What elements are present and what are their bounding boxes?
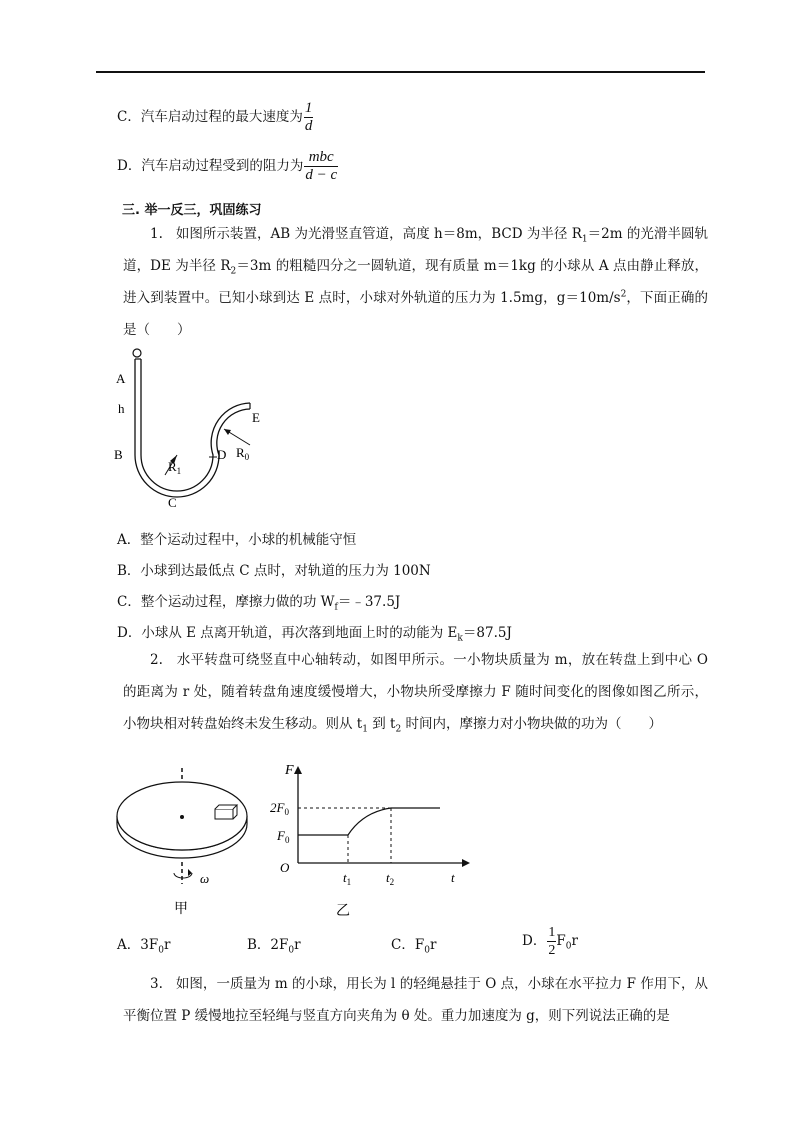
q1-sub1: 1 xyxy=(581,234,588,245)
section-title: 三. 举一反三，巩固练习 xyxy=(122,203,262,218)
fraction-half xyxy=(547,924,556,959)
q2-option-d-post: F xyxy=(556,933,566,949)
q2-number: 2. xyxy=(150,652,163,668)
q1-option-c xyxy=(117,590,401,613)
q3-text: 如图，一质量为 m 的小球，用长为 l 的轻绳悬挂于 O 点，小球在水平拉力 F 作用下，从平衡位置 P 缓慢地拉至轻绳与竖直方向夹角为 θ 处。重力加速度为 g，则下列说法正确的是 xyxy=(123,976,708,1024)
q2-sub1: 1 xyxy=(362,724,368,735)
q2-option-c-sub: 0 xyxy=(424,945,430,956)
q1-option-d-sub: k xyxy=(457,633,463,644)
label-R0: $R_0$ xyxy=(236,445,250,462)
q2-option-a xyxy=(117,933,171,956)
q1-option-b: B．小球到达最低点 C 点时，对轨道的压力为 100N xyxy=(117,563,431,579)
frac-num: 1 xyxy=(548,925,556,940)
option-c-prev xyxy=(117,100,313,135)
label-D: D xyxy=(217,447,227,462)
label-F: F xyxy=(285,763,294,778)
frac-den: 2 xyxy=(548,943,556,958)
label-R1: $R_1$ xyxy=(168,459,182,476)
q2-option-d-text: D． xyxy=(522,933,547,949)
frac-den: d xyxy=(304,118,313,134)
label-C: C xyxy=(168,495,177,510)
q2-option-a-text: A．3F xyxy=(117,937,159,953)
q1-sub2: 2 xyxy=(230,266,237,277)
label-2F0: $2F_0$ xyxy=(270,800,289,817)
q1-text-a: 如图所示装置，AB 为光滑竖直管道，高度 h＝8m，BCD 为半径 R xyxy=(175,226,582,242)
option-d-prev xyxy=(117,149,338,184)
q1-option-d xyxy=(117,621,512,644)
fraction-mbc xyxy=(304,149,338,184)
label-omega: ω xyxy=(200,871,210,886)
q2-option-d xyxy=(522,924,578,959)
q1-text-c: ＝3m 的粗糙四分之一圆轨道，现有质量 m＝1kg 的小球从 A 点由静止释放，进入到装置中。已知小球到达 E 点时，小球对外轨道的压力为 1.5mg，g＝10m/s xyxy=(123,258,708,306)
q1-option-c-post: ＝﹣37.5J xyxy=(337,594,401,610)
track-inner xyxy=(135,359,250,497)
q2-option-b-post: r xyxy=(294,937,301,953)
center-dot xyxy=(180,815,184,819)
q2-sub2: 2 xyxy=(395,724,402,735)
frac-num: mbc xyxy=(304,149,338,167)
q1-option-d-pre: D．小球从 E 点离开轨道，再次落到地面上时的动能为 E xyxy=(117,625,458,641)
ball-icon xyxy=(133,349,141,357)
q2-option-b-text: B．2F xyxy=(247,937,289,953)
q2-option-c-post: r xyxy=(429,937,437,953)
q2-option-c xyxy=(391,933,437,956)
label-t: t xyxy=(451,870,455,885)
option-c-text: C．汽车启动过程的最大速度为 xyxy=(117,109,303,125)
label-t2: $t_2$ xyxy=(386,870,395,887)
q3-number: 3. xyxy=(150,976,163,992)
caption-yi: 乙 xyxy=(336,904,350,919)
label-E: E xyxy=(252,410,260,425)
q2-text-b: 到 t xyxy=(367,716,396,732)
q2-turntable-figure xyxy=(112,766,272,926)
q2-text-a: 水平转盘可绕竖直中心轴转动，如图甲所示。一小物块质量为 m，放在转盘上到中心 O 的距离为 r 处，随着转盘角速度缓慢增大，小物块所受摩擦力 F 随时间变化的图像如图乙所示，小物块相对转盘始终未发生移动。则从 t xyxy=(123,652,708,732)
label-h: h xyxy=(118,401,125,416)
q1-option-d-post: ＝87.5J xyxy=(462,625,512,641)
q2-option-d-post2: r xyxy=(571,933,578,949)
q1-text-b: ＝2m 的光滑半圆轨道，DE 为半径 R xyxy=(123,226,709,274)
fraction-1-over-d xyxy=(304,100,314,135)
q3-stem xyxy=(123,968,708,1032)
q2-option-b-sub: 0 xyxy=(288,945,295,956)
option-d-text: D．汽车启动过程受到的阻力为 xyxy=(117,158,304,174)
q1-text-d: ，下面正确的是（ ） xyxy=(123,290,708,338)
q2-option-d-sub: 0 xyxy=(565,941,572,952)
q1-number: 1. xyxy=(150,226,163,242)
label-F0: $F_0$ xyxy=(277,828,290,845)
label-t1: $t_1$ xyxy=(343,870,352,887)
frac-num: 1 xyxy=(304,100,313,116)
q1-track-figure xyxy=(110,345,280,515)
track-outer xyxy=(141,359,250,491)
q2-option-a-sub: 0 xyxy=(158,945,164,956)
q1-option-c-sub: f xyxy=(334,602,338,613)
q1-option-a: A．整个运动过程中，小球的机械能守恒 xyxy=(117,532,357,548)
q1-option-c-pre: C．整个运动过程，摩擦力做的功 W xyxy=(117,594,335,610)
q2-option-a-post: r xyxy=(163,937,171,953)
label-B: B xyxy=(114,447,123,462)
q1-sup2: 2 xyxy=(620,289,627,300)
q1-stem xyxy=(123,218,708,346)
frac-den: d − c xyxy=(305,167,338,183)
q2-stem xyxy=(123,644,708,740)
caption-jia: 甲 xyxy=(174,902,188,917)
q2-option-b xyxy=(247,933,301,956)
label-A: A xyxy=(116,371,126,386)
q2-text-c: 时间内，摩擦力对小物块做的功为（ ） xyxy=(401,716,662,732)
header-rule xyxy=(96,71,705,73)
q2-force-time-graph xyxy=(268,760,478,925)
label-O: O xyxy=(280,860,290,875)
q2-option-c-text: C．F xyxy=(391,937,425,953)
force-curve xyxy=(298,808,440,835)
